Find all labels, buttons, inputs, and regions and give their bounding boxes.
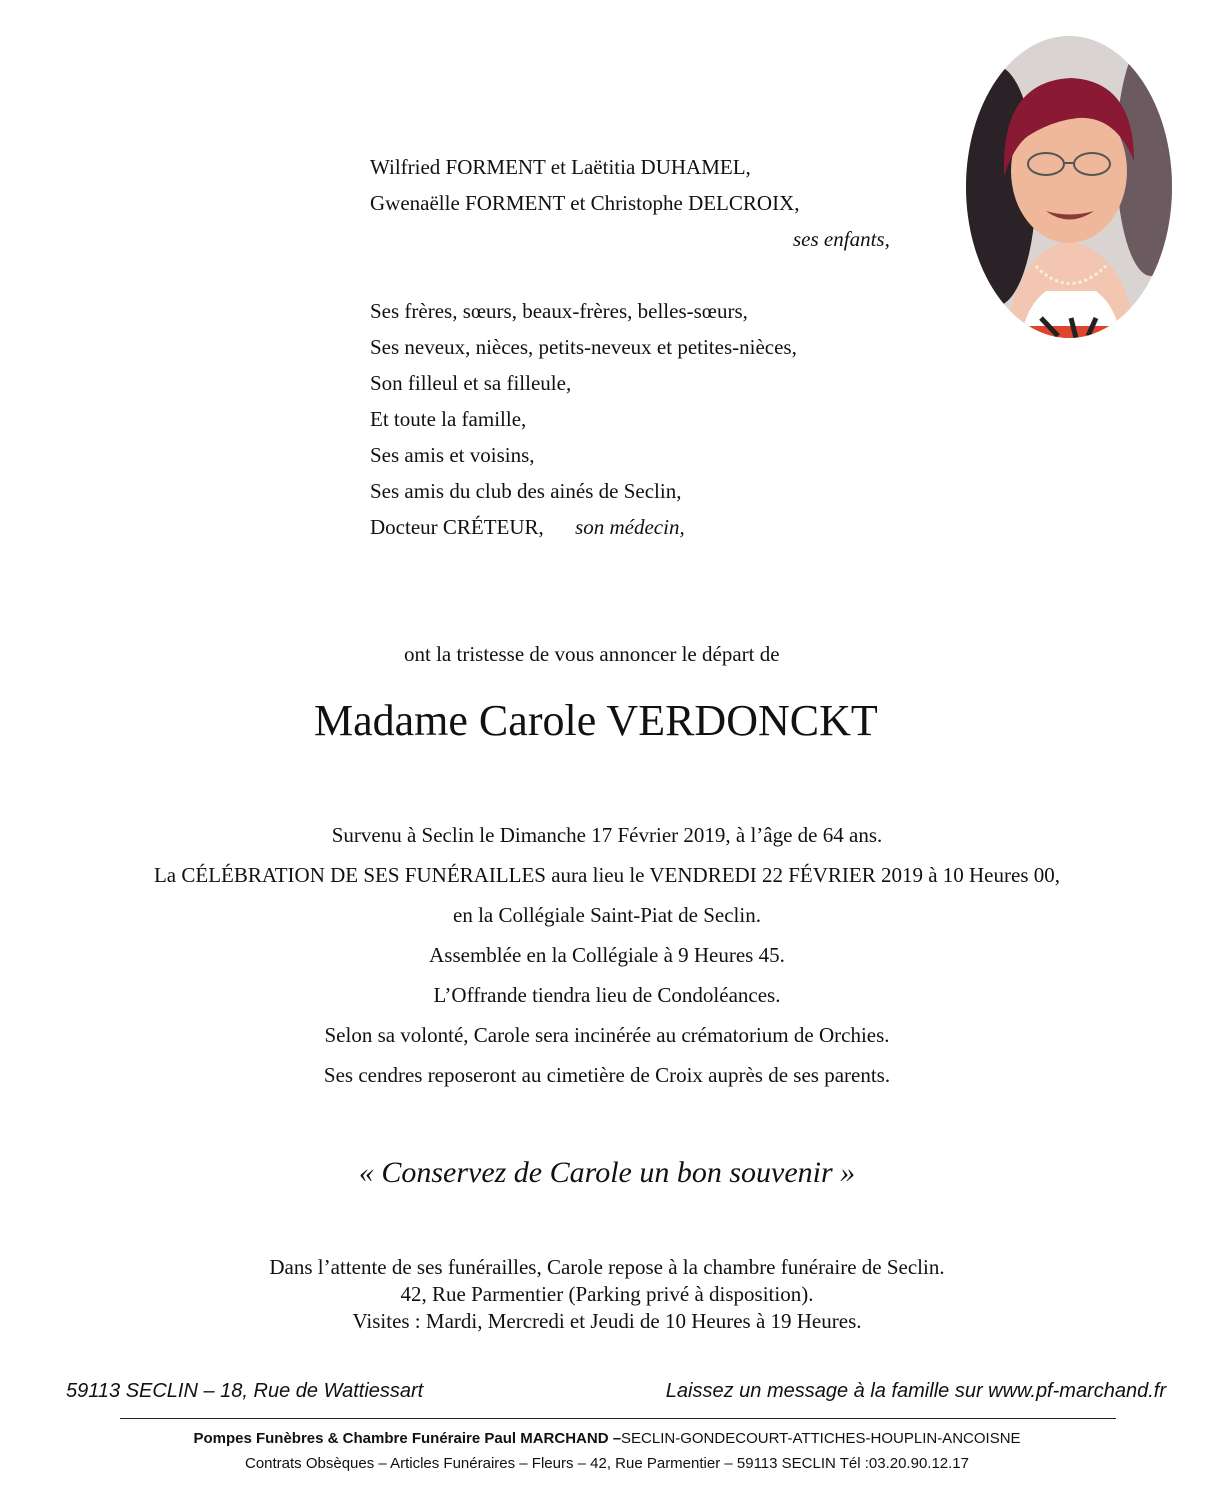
footer-message: Laissez un message à la famille sur www.pf-marchand.fr	[665, 1380, 1166, 1402]
visitation-line-2: 42, Rue Parmentier (Parking privé à disposition).	[400, 1282, 814, 1306]
detail-line-6: Selon sa volonté, Carole sera incinérée au crématorium de Orchies.	[324, 1023, 890, 1047]
footer-services: Contrats Obsèques – Articles Funéraires – Fleurs – 42, Rue Parmentier – 59113 SECLIN Tél :03.20.90.12.17	[244, 1455, 969, 1472]
family-line-4: Et toute la famille,	[370, 407, 527, 431]
family-line-5: Ses amis et voisins,	[370, 443, 535, 467]
footer-company	[0, 1428, 1214, 1450]
footer-address: 59113 SECLIN – 18, Rue de Wattiessart	[66, 1380, 424, 1402]
visitation-line-3: Visites : Mardi, Mercredi et Jeudi de 10 Heures à 19 Heures.	[352, 1309, 862, 1333]
family-line-6: Ses amis du club des ainés de Seclin,	[370, 479, 682, 503]
announcement-text: ont la tristesse de vous annoncer le départ de	[404, 642, 780, 666]
doctor-label: son médecin,	[575, 515, 685, 539]
family-line-2: Ses neveux, nièces, petits-neveux et petites-nièces,	[370, 335, 797, 359]
doctor-name: Docteur CRÉTEUR,	[370, 515, 544, 539]
family-line-1: Ses frères, sœurs, beaux-frères, belles-sœurs,	[370, 299, 748, 323]
portrait-photo	[966, 36, 1172, 338]
children-line-1: Wilfried FORMENT et Laëtitia DUHAMEL,	[370, 155, 751, 179]
detail-line-7: Ses cendres reposeront au cimetière de Croix auprès de ses parents.	[323, 1063, 891, 1087]
detail-line-5: L’Offrande tiendra lieu de Condoléances.	[433, 983, 781, 1007]
portrait-illustration	[966, 36, 1172, 338]
children-label: ses enfants,	[793, 227, 890, 251]
family-line-3: Son filleul et sa filleule,	[370, 371, 572, 395]
children-line-2: Gwenaëlle FORMENT et Christophe DELCROIX,	[370, 191, 800, 215]
detail-line-1: Survenu à Seclin le Dimanche 17 Février 2019, à l’âge de 64 ans.	[331, 823, 883, 847]
footer-divider	[120, 1418, 1116, 1419]
detail-line-4: Assemblée en la Collégiale à 9 Heures 45.	[429, 943, 785, 967]
visitation-line-1: Dans l’attente de ses funérailles, Carole repose à la chambre funéraire de Seclin.	[269, 1255, 945, 1279]
detail-line-3: en la Collégiale Saint-Piat de Seclin.	[453, 903, 761, 927]
deceased-name: Madame Carole VERDONCKT	[314, 696, 878, 745]
footer-company-towns: SECLIN-GONDECOURT-ATTICHES-HOUPLIN-ANCOISNE	[621, 1430, 1021, 1447]
detail-line-2: La CÉLÉBRATION DE SES FUNÉRAILLES aura lieu le VENDREDI 22 FÉVRIER 2019 à 10 Heures 00,	[153, 863, 1060, 887]
memorial-quote: « Conservez de Carole un bon souvenir »	[358, 1156, 856, 1189]
footer-company-name: Pompes Funèbres & Chambre Funéraire Paul MARCHAND –	[193, 1430, 622, 1447]
doctor-line	[370, 509, 685, 545]
